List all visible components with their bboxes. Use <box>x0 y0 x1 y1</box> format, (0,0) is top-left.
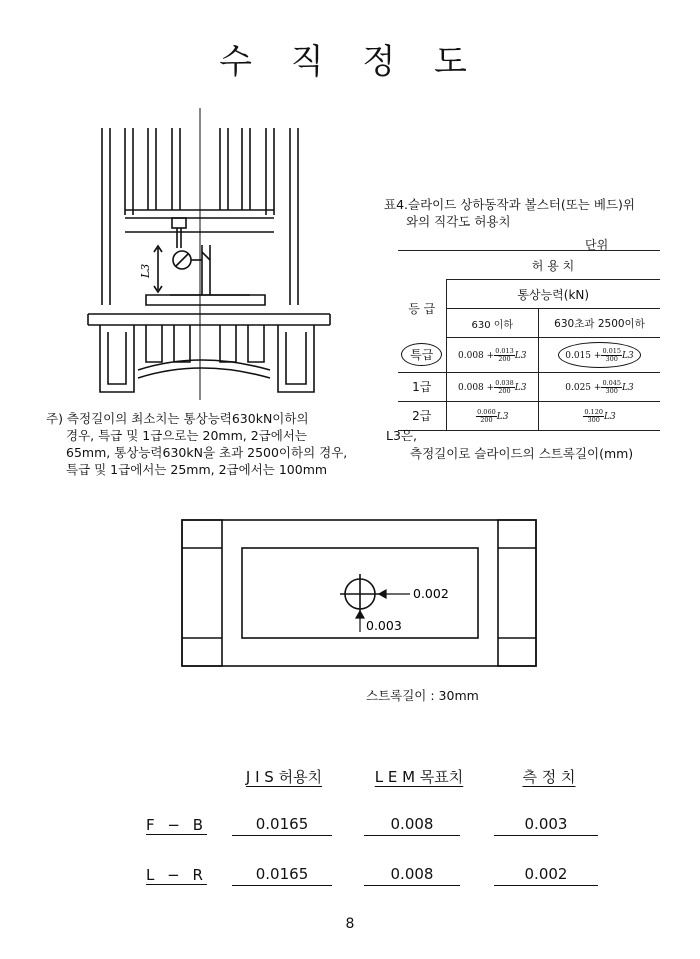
page-number: 8 <box>345 916 355 932</box>
measurement-note <box>46 410 376 478</box>
press-diagram <box>80 100 340 400</box>
formula-cell: 0.008 + $\frac{0.013}{200}$ L3 <box>458 346 527 363</box>
page-title: 수 직 정 도 <box>219 42 481 82</box>
bed-diagram <box>180 518 540 670</box>
fb-lem-value: 0.008 <box>364 815 460 836</box>
value-bottom: 0.003 <box>366 618 402 633</box>
fb-measured-value: 0.003 <box>494 815 598 836</box>
table-caption-line-1: 표4.슬라이드 상하동작과 볼스터(또는 베드)위 <box>384 197 635 212</box>
l3-note: L3은, <box>386 428 417 443</box>
grade-2: 2급 <box>398 401 446 430</box>
table-caption-line-2: 와의 직각도 허용치 <box>406 214 511 229</box>
fb-jis-value: 0.0165 <box>232 815 332 836</box>
note-line-4: 특급 및 1급에서는 25mm, 2급에서는 100mm <box>66 462 328 477</box>
table-row <box>398 401 660 430</box>
col-630-below: 630 이하 <box>446 309 539 338</box>
l3-description: 측정길이로 슬라이드의 스트록길이(mm) <box>410 446 634 461</box>
stroke-length: 스트록길이 : 30mm <box>366 688 479 703</box>
header-jis: J I S 허용치 <box>245 768 323 786</box>
tolerance-table <box>398 250 660 431</box>
l3-dimension-label: L3 <box>139 263 152 278</box>
formula-cell: 0.025 + $\frac{0.045}{300}$ L3 <box>565 378 634 395</box>
formula-cell: $\frac{0.060}{200}$ L3 <box>477 407 509 424</box>
header-grade: 등 급 <box>398 280 446 338</box>
value-right: 0.002 <box>413 586 449 601</box>
note-line-1: 주) 측정길이의 최소치는 통상능력630kN이하의 <box>46 411 309 426</box>
header-measured: 측 정 치 <box>522 768 576 786</box>
formula-cell: 0.008 + $\frac{0.038}{200}$ L3 <box>458 378 527 395</box>
table-caption <box>384 196 684 230</box>
row-label-lr: L − R <box>146 866 207 884</box>
note-line-3: 65mm, 통상능력630kN을 초과 2500이하의 경우, <box>66 445 348 460</box>
note-line-2: 경우, 특급 및 1급으로는 20mm, 2급에서는 <box>66 428 307 443</box>
formula-cell: 0.015 + $\frac{0.015}{300}$ L3 <box>565 346 634 363</box>
row-label-fb: F − B <box>146 816 208 834</box>
lr-jis-value: 0.0165 <box>232 865 332 886</box>
col-630-2500: 630초과 2500이하 <box>539 309 660 338</box>
table-row <box>398 372 660 401</box>
table-unit: 단위 <box>585 238 609 252</box>
grade-special: 특급 <box>401 343 442 366</box>
grade-1: 1급 <box>398 372 446 401</box>
header-tolerance: 허 용 치 <box>446 251 660 280</box>
header-capacity: 통상능력(kN) <box>446 280 660 309</box>
lr-lem-value: 0.008 <box>364 865 460 886</box>
formula-cell: $\frac{0.120}{300}$ L3 <box>584 407 616 424</box>
lr-measured-value: 0.002 <box>494 865 598 886</box>
table-row <box>398 338 660 373</box>
header-lem: L E M 목표치 <box>374 768 464 786</box>
